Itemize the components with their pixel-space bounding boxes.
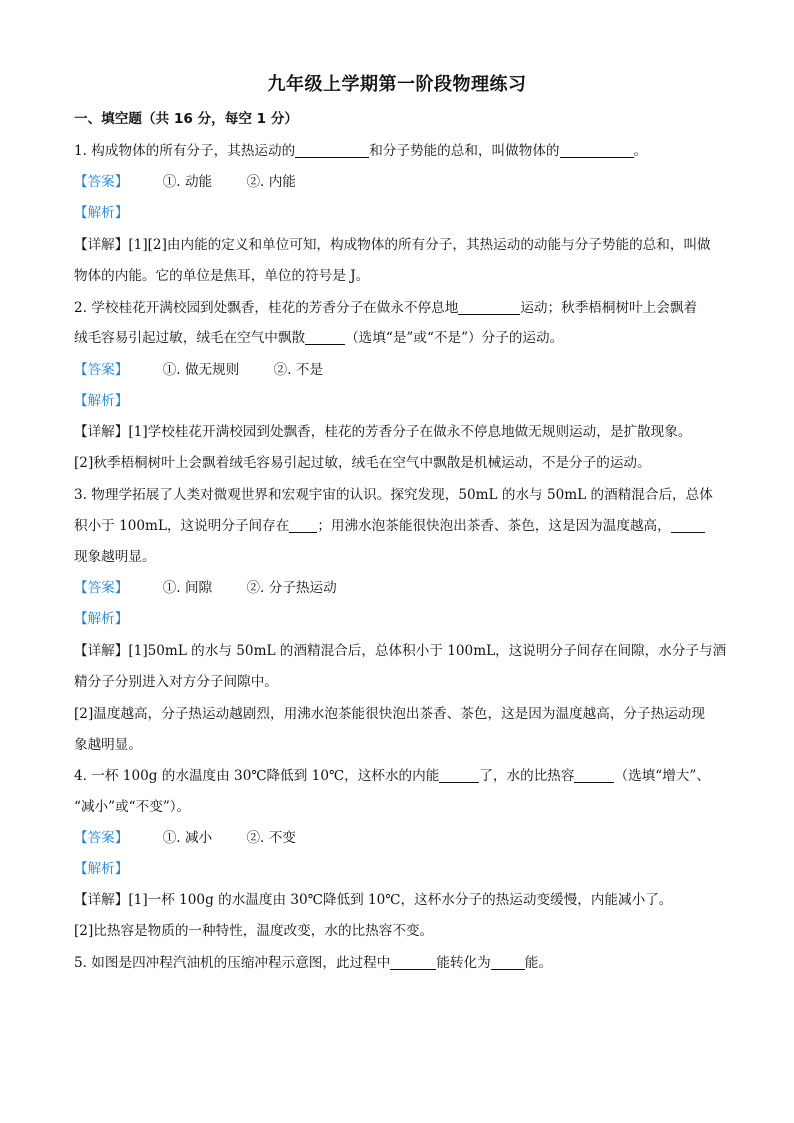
q1-blank-1 [295, 143, 369, 158]
answer-label: 【答案】 [74, 580, 129, 596]
q4-detail-text-1: [1]一杯 100g 的水温度由 30℃降低到 10℃，这杯水分子的热运动变缓慢，内能减小了。 [128, 892, 673, 908]
answer-label: 【答案】 [74, 174, 129, 190]
question-3-cont-2: 现象越明显。 [74, 549, 156, 565]
question-4-cont: “减小”或“不变”）。 [74, 799, 191, 815]
section-heading: 一、填空题（共 16 分，每空 1 分） [74, 111, 299, 127]
q1-text-c: 。 [633, 143, 648, 159]
question-1 [74, 142, 734, 160]
q3-text-c: ；用沸水泡茶能很快泡出茶香、茶色，这是因为温度越高， [317, 518, 671, 534]
q1-text-b: 和分子势能的总和，叫做物体的 [369, 143, 560, 159]
q4-blank-1 [439, 768, 479, 783]
q4-text-b: 了，水的比热容 [479, 768, 575, 784]
q2-text-d: （选填“是”或“不是”）分子的运动。 [345, 330, 564, 346]
answer-label: 【答案】 [74, 830, 129, 846]
q4-text-a: 4. 一杯 100g 的水温度由 30℃降低到 10℃，这杯水的内能 [74, 768, 440, 784]
q2-detail-2: [2]秋季梧桐树叶上会飘着绒毛容易引起过敏，绒毛在空气中飘散是机械运动，不是分子的运动。 [74, 455, 651, 471]
analysis-label: 【解析】 [74, 611, 129, 627]
question-4 [74, 767, 734, 785]
q4-detail-2: [2]比热容是物质的一种特性，温度改变，水的比热容不变。 [74, 923, 434, 939]
q2-blank-2 [305, 330, 345, 345]
q4-answer-1: ①. 减小 [162, 830, 213, 846]
q1-detail-2: 物体的内能。它的单位是焦耳，单位的符号是 J。 [74, 268, 370, 284]
q3-blank-1 [289, 518, 317, 533]
q5-text-a: 5. 如图是四冲程汽油机的压缩冲程示意图，此过程中 [74, 955, 391, 971]
q1-detail-text-1: [1][2]由内能的定义和单位可知，构成物体的所有分子，其热运动的动能与分子势能的总和，叫做 [128, 237, 711, 253]
q3-detail-4: 象越明显。 [74, 737, 142, 753]
q4-detail-1 [74, 891, 734, 909]
q2-text-a: 2. 学校桂花开满校园到处飘香，桂花的芳香分子在做永不停息地 [74, 300, 459, 316]
q2-answer-2: ②. 不是 [273, 362, 324, 378]
q2-answer-1: ①. 做无规则 [162, 362, 240, 378]
q2-detail-text-1: [1]学校桂花开满校园到处飘香，桂花的芳香分子在做永不停息地做无规则运动，是扩散现象。 [128, 424, 692, 440]
analysis-label: 【解析】 [74, 393, 129, 409]
q3-answer-2: ②. 分子热运动 [246, 580, 337, 596]
q1-detail-1 [74, 236, 734, 254]
q5-blank-2 [491, 955, 525, 970]
q4-analysis-row [74, 860, 734, 878]
q1-blank-2 [560, 143, 634, 158]
detail-label: 【详解】 [74, 643, 129, 659]
question-2 [74, 299, 734, 317]
q4-answer-row [74, 829, 734, 847]
q2-answer-row [74, 361, 734, 379]
document-title: 九年级上学期第一阶段物理练习 [267, 74, 527, 95]
q4-answer-2: ②. 不变 [246, 830, 296, 846]
q3-detail-3: [2]温度越高，分子热运动越剧烈，用沸水泡茶能很快泡出茶香、茶色，这是因为温度越高，分子热运动现 [74, 706, 705, 722]
answer-label: 【答案】 [74, 362, 129, 378]
q3-detail-1 [74, 642, 734, 660]
q1-analysis-row [74, 204, 734, 222]
q1-answer-2: ②. 内能 [246, 174, 296, 190]
q1-answer-row [74, 173, 734, 191]
q5-text-c: 能。 [524, 955, 552, 971]
q2-analysis-row [74, 392, 734, 410]
analysis-label: 【解析】 [74, 861, 129, 877]
q5-text-b: 能转化为 [436, 955, 491, 971]
q3-answer-1: ①. 间隙 [162, 580, 213, 596]
q2-text-c: 绒毛容易引起过敏，绒毛在空气中飘散 [74, 330, 306, 346]
q2-detail-1 [74, 423, 734, 441]
q3-analysis-row [74, 610, 734, 628]
q3-detail-text-1: [1]50mL 的水与 50mL 的酒精混合后，总体积小于 100mL，这说明分子间存在间隙，水分子与酒 [128, 643, 727, 659]
q3-detail-2: 精分子分别进入对方分子间隙中。 [74, 674, 278, 690]
q5-blank-1 [390, 955, 436, 970]
detail-label: 【详解】 [74, 892, 129, 908]
q1-answer-1: ①. 动能 [162, 174, 213, 190]
q1-text-a: 1. 构成物体的所有分子，其热运动的 [74, 143, 296, 159]
q2-text-b: 运动；秋季梧桐树叶上会飘着 [520, 300, 698, 316]
q3-blank-2 [671, 518, 705, 533]
question-2-cont [74, 329, 734, 347]
q3-text-b: 积小于 100mL，这说明分子间存在 [74, 518, 290, 534]
q4-blank-2 [574, 768, 614, 783]
q4-text-c: （选填“增大”、 [614, 768, 710, 784]
q3-answer-row [74, 579, 734, 597]
question-3-cont [74, 517, 734, 535]
detail-label: 【详解】 [74, 237, 129, 253]
analysis-label: 【解析】 [74, 205, 129, 221]
question-5 [74, 954, 734, 972]
q2-blank-1 [458, 300, 520, 315]
question-3: 3. 物理学拓展了人类对微观世界和宏观宇宙的认识。探究发现，50mL 的水与 50mL 的酒精混合后，总体 [74, 487, 713, 503]
detail-label: 【详解】 [74, 424, 129, 440]
